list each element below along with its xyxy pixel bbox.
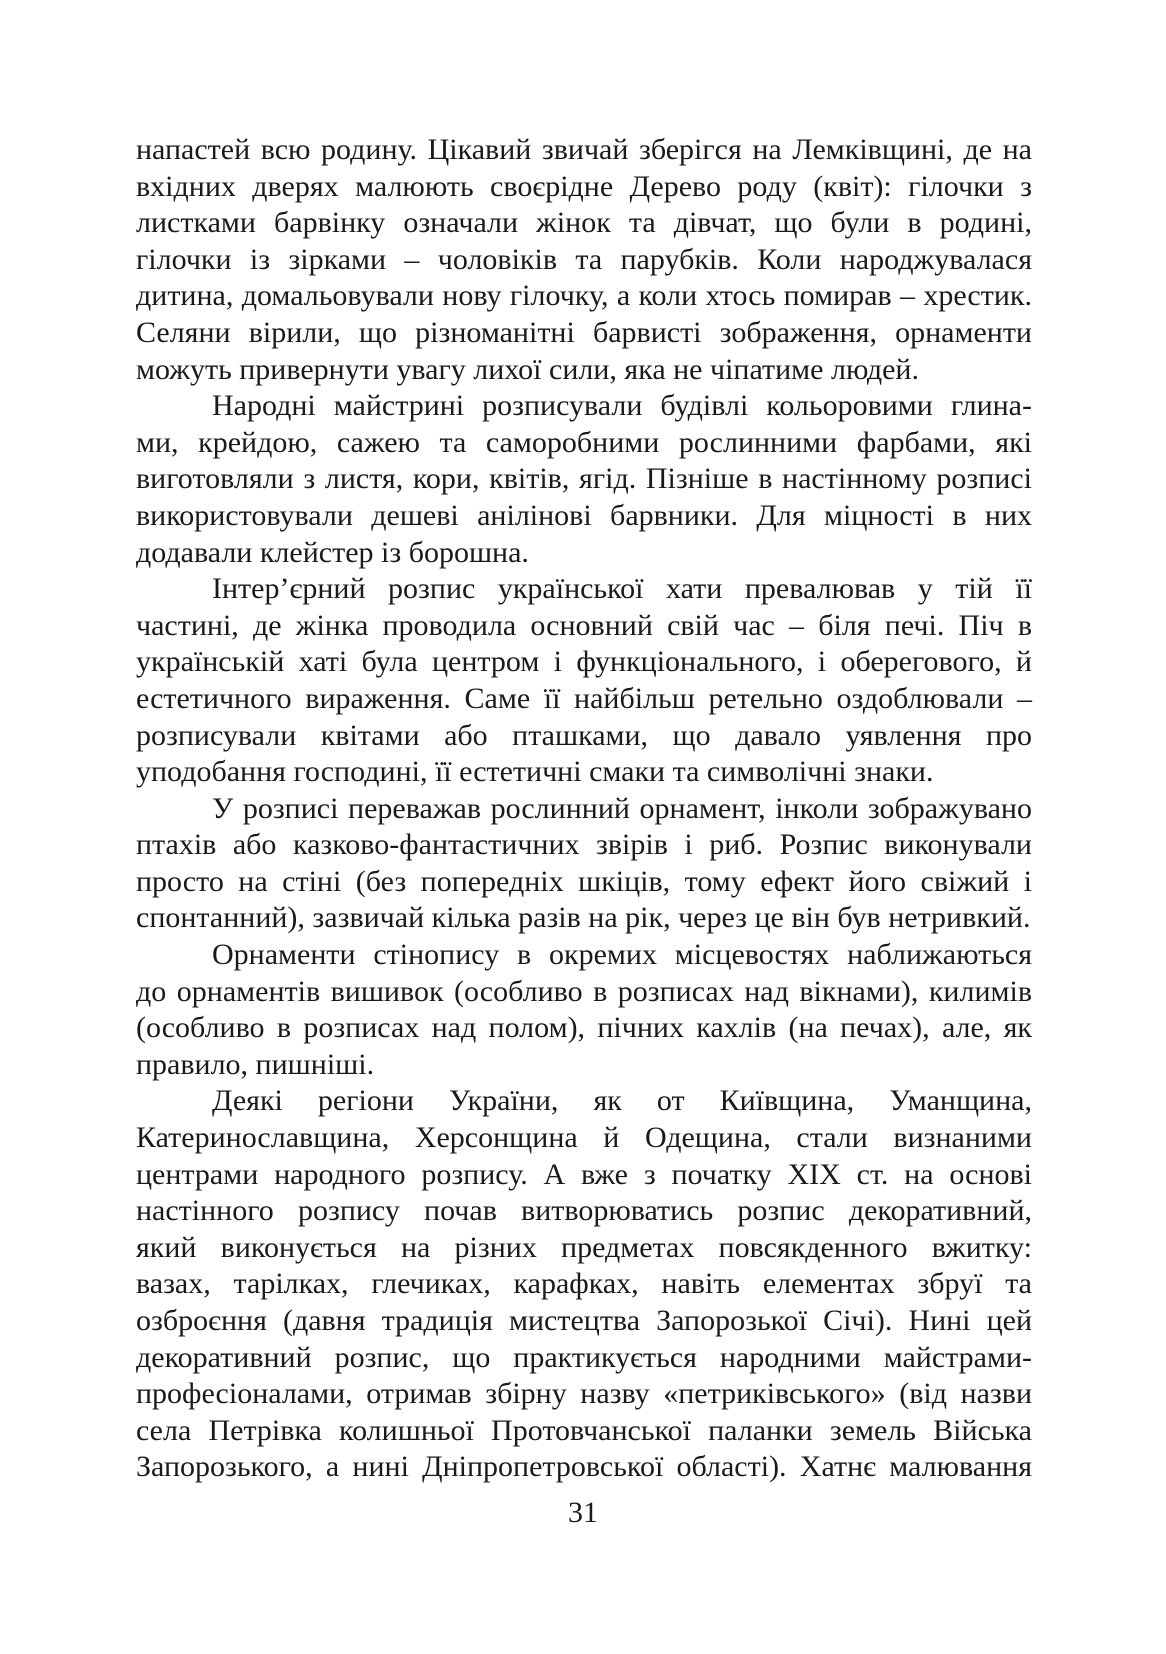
text-line: додавали клейстер із борошна. bbox=[136, 535, 529, 569]
text-line: який виконується на різних предметах повсякденного вжитку: bbox=[136, 1230, 1032, 1264]
text-line: птахів або казково-фантастичних звірів і риб. Розпис виконували bbox=[136, 828, 1032, 862]
page-number: 31 bbox=[568, 1496, 598, 1529]
text-line: декоративний розпис, що практикується народними майстрами- bbox=[136, 1340, 1032, 1374]
text-line: Селяни вірили, що різноманітні барвисті зображення, орнаменти bbox=[136, 315, 1032, 349]
text-line: центрами народного розпису. А вже з початку XIX ст. на основі bbox=[136, 1157, 1032, 1191]
body-text bbox=[136, 132, 1032, 1486]
paragraph-6 bbox=[136, 1083, 1032, 1486]
text-line: дитина, домальовували нову гілочку, а коли хтось помирав – хрестик. bbox=[136, 279, 1032, 313]
paragraph-1 bbox=[136, 132, 1032, 388]
text-line: озброєння (давня традиція мистецтва Запорозької Січі). Нині цей bbox=[136, 1304, 1032, 1337]
text-line: частині, де жінка проводила основний свій час – біля печі. Піч в bbox=[136, 608, 1032, 642]
text-line: естетичного вираження. Саме її найбільш ретельно оздоблювали – bbox=[136, 681, 1032, 715]
text-line: просто на стіні (без попередніх шкіців, тому ефект його свіжий і bbox=[136, 864, 1032, 898]
text-line: У розписі переважав рослинний орнамент, інколи зображувано bbox=[212, 791, 1032, 825]
text-line: виготовляли з листя, кори, квітів, ягід. Пізніше в настінному розписі bbox=[136, 462, 1032, 496]
text-line: використовували дешеві анілінові барвники. Для міцності в них bbox=[136, 498, 1032, 532]
text-line: Орнаменти стінопису в окремих місцевостях наближаються bbox=[212, 938, 1032, 972]
text-line: Катеринославщина, Херсонщина й Одещина, стали визнаними bbox=[136, 1121, 1032, 1155]
text-line: правило, пишніші. bbox=[136, 1047, 375, 1081]
text-line: до орнаментів вишивок (особливо в розписах над вікнами), килимів bbox=[136, 974, 1032, 1008]
text-line: вазах, тарілках, глечиках, карафках, навіть елементах збруї та bbox=[136, 1267, 1032, 1301]
text-line: Деякі регіони України, як от Київщина, Уманщина, bbox=[212, 1084, 1032, 1118]
text-line: розписували квітами або пташками, що давало уявлення про bbox=[136, 718, 1032, 752]
paragraph-2 bbox=[136, 388, 1032, 571]
text-line: села Петрівка колишньої Протовчанської паланки земель Війська bbox=[136, 1413, 1032, 1447]
text-line: професіоналами, отримав збірну назву «петриківського» (від назви bbox=[136, 1377, 1032, 1411]
text-line: (особливо в розписах над полом), пічних кахлів (на печах), але, як bbox=[136, 1011, 1032, 1045]
text-line: можуть привернути увагу лихої сили, яка не чіпатиме людей. bbox=[136, 352, 919, 386]
text-line: Народні майстрині розписували будівлі кольоровими глина- bbox=[212, 389, 1032, 423]
text-line: українській хаті була центром і функціонального, і оберегового, й bbox=[136, 645, 1032, 679]
text-line: спонтанний), зазвичай кілька разів на рік, через це він був нетривкий. bbox=[136, 901, 1031, 935]
text-line: настінного розпису почав витворюватись розпис декоративний, bbox=[136, 1194, 1032, 1228]
paragraph-3 bbox=[136, 571, 1032, 791]
paragraph-5 bbox=[136, 937, 1032, 1083]
text-line: Інтер’єрний розпис української хати превалював у тій її bbox=[212, 572, 1032, 606]
paragraph-4 bbox=[136, 791, 1032, 937]
text-line: вхідних дверях малюють своєрідне Дерево роду (квіт): гілочки з bbox=[136, 169, 1032, 203]
text-line: ми, крейдою, сажею та саморобними рослинними фарбами, які bbox=[136, 425, 1032, 459]
text-line: напастей всю родину. Цікавий звичай зберігся на Лемківщині, де на bbox=[136, 133, 1032, 166]
text-line: листками барвінку означали жінок та дівчат, що були в родині, bbox=[136, 206, 1032, 240]
text-line: гілочки із зірками – чоловіків та парубків. Коли народжувалася bbox=[136, 242, 1032, 276]
text-line: уподобання господині, її естетичні смаки та символічні знаки. bbox=[136, 755, 934, 789]
text-line: Запорозького, а нині Дніпропетровської області). Хатнє малювання bbox=[136, 1450, 1032, 1484]
